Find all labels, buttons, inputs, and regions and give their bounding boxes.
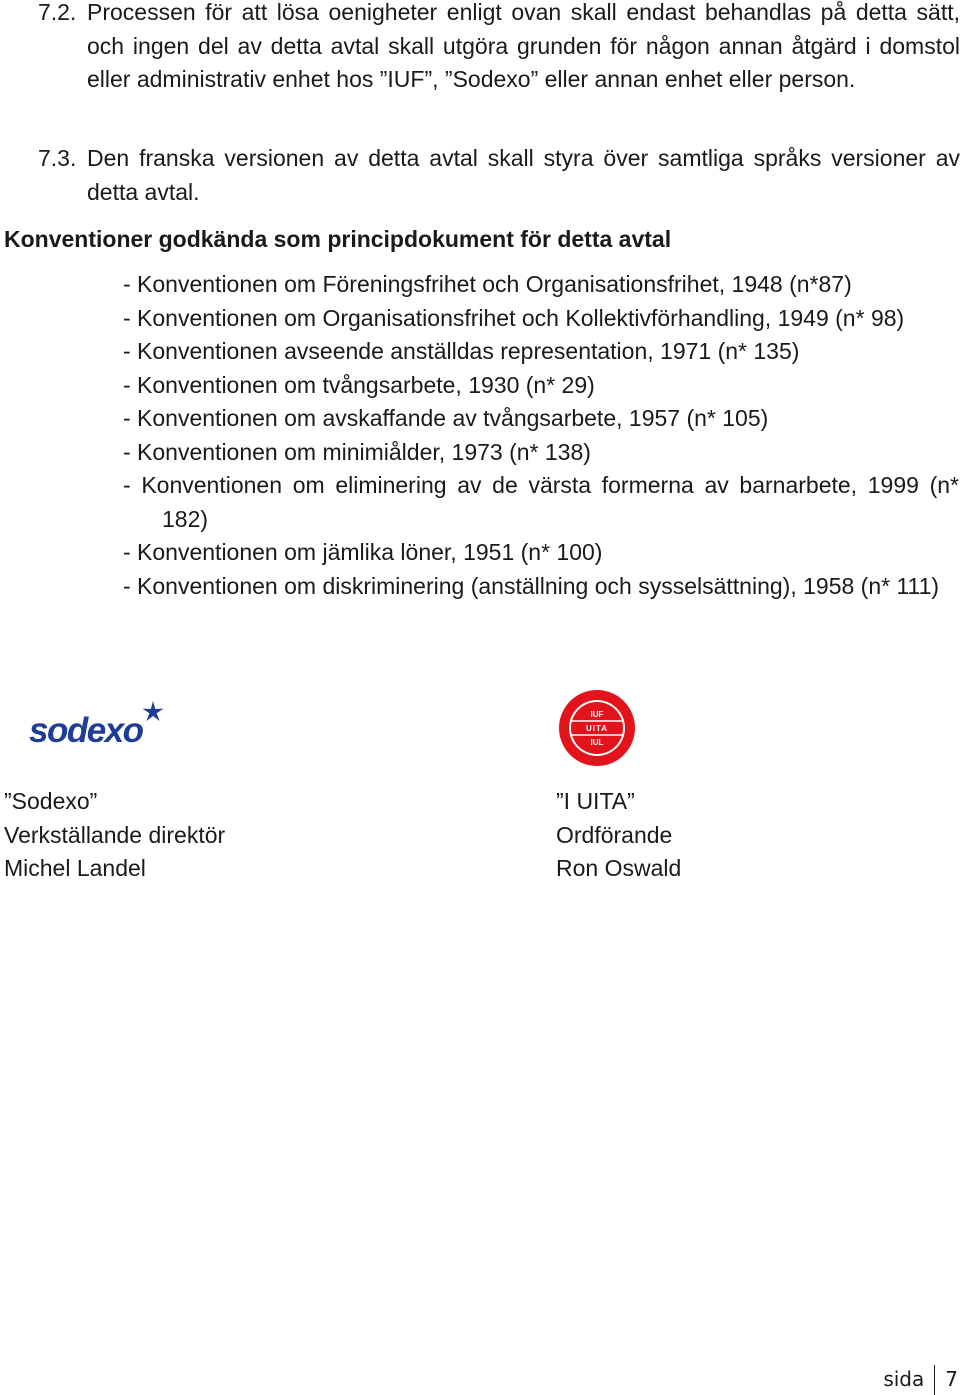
clause-number: 7.2. [38,0,77,25]
footer-divider [934,1365,935,1395]
iuf-uita-iul-logo [556,687,638,769]
convention-item: - Konventionen om Föreningsfrihet och Organisationsfrihet, 1948 (n*87) [123,271,852,297]
signature-name: Michel Landel [4,855,146,881]
signature-title: Ordförande [556,821,673,848]
convention-item: - Konventionen om jämlika löner, 1951 (n* 100) [123,539,603,565]
clause-number: 7.3. [38,145,77,171]
signature-block-iuf [556,785,681,886]
page-footer [883,1365,958,1395]
clause-7-3 [38,142,960,209]
conventions-heading: Konventioner godkända som principdokument för detta avtal [4,226,672,252]
star-icon [143,701,164,721]
page-number: 7 [945,1367,958,1391]
convention-item: - Konventionen om Organisationsfrihet och Kollektivförhandling, 1949 (n* 98) [123,304,905,331]
signature-block-sodexo [4,785,225,886]
clause-text: Processen för att lösa oenigheter enligt ovan skall endast behandlas på detta sätt, och ingen del av detta avtal skall utgöra grunden för någon annan åtgärd i domstol eller administrativ enhet hos ”IUF”, ”Sodexo” eller annan enhet eller person. [87,0,960,92]
convention-item: - Konventionen om tvångsarbete, 1930 (n* 29) [123,371,595,398]
conventions-list [123,268,959,603]
svg-text:sodexo: sodexo [29,711,143,748]
convention-item: - Konventionen om avskaffande av tvångsarbete, 1957 (n* 105) [123,405,769,431]
svg-text:IUF: IUF [590,710,604,719]
signature-organization: ”Sodexo” [4,788,98,814]
page-label: sida [883,1367,925,1391]
signature-name: Ron Oswald [556,855,682,881]
svg-text:UITA: UITA [585,724,609,733]
clause-7-2 [38,0,960,97]
sodexo-logo [28,700,173,748]
signature-title: Verkställande direktör [4,821,226,848]
convention-item: - Konventionen om diskriminering (anställning och sysselsättning), 1958 (n* 111) [123,572,940,599]
svg-text:IUL: IUL [590,738,604,747]
convention-item: - Konventionen om minimiålder, 1973 (n* 138) [123,438,591,465]
convention-item: - Konventionen avseende anställdas representation, 1971 (n* 135) [123,338,800,364]
signature-organization: ”I UITA” [556,788,635,814]
convention-item: - Konventionen om eliminering av de värsta formerna av barnarbete, 1999 (n* 182) [123,472,959,532]
clause-text: Den franska versionen av detta avtal skall styra över samtliga språks versioner av detta avtal. [87,145,960,205]
